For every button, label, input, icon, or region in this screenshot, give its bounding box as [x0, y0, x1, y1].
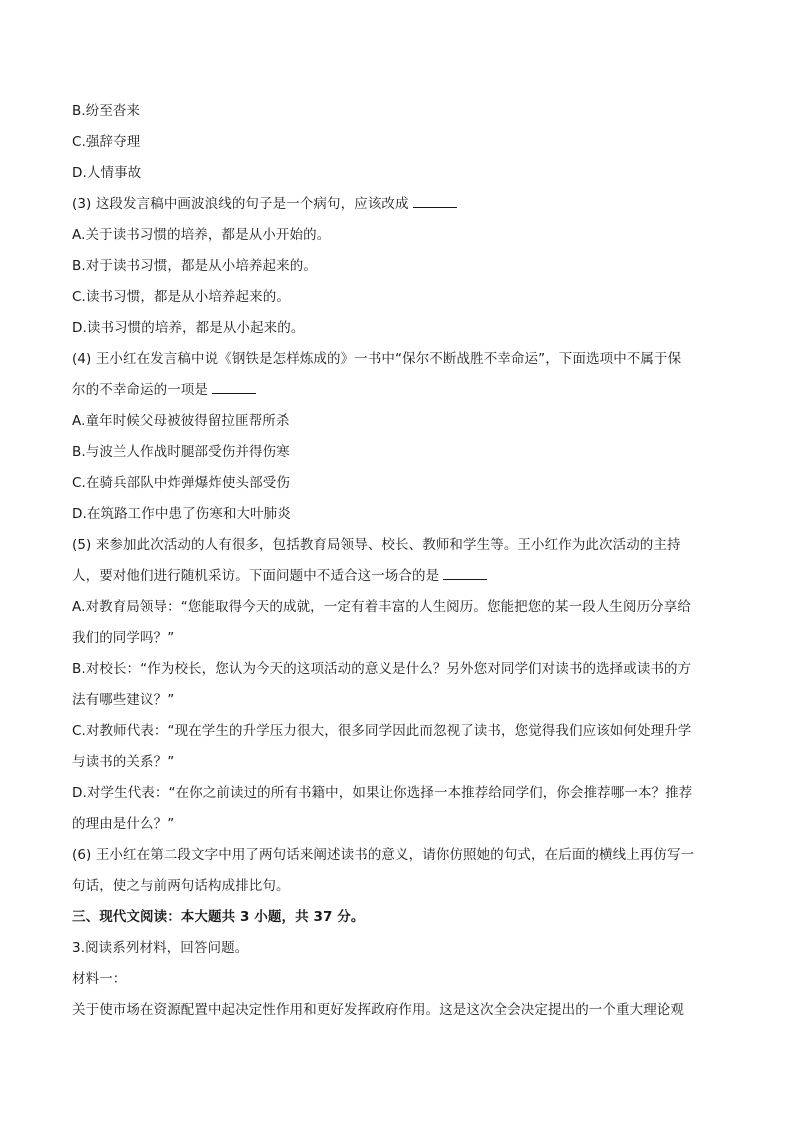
line-text: 关于使市场在资源配置中起决定性作用和更好发挥政府作用。这是这次全会决定提出的一个重大理论观 [72, 1002, 684, 1018]
line-text: C.强辞夺理 [72, 134, 141, 150]
line-text: 句话，使之与前两句话构成排比句。 [72, 878, 290, 894]
text-line [72, 530, 722, 561]
line-text: D.读书习惯的培养，都是从小起来的。 [72, 320, 305, 336]
line-text: A.关于读书习惯的培养，都是从小开始的。 [72, 227, 331, 243]
text-line [72, 840, 722, 871]
line-text: B.与波兰人作战时腿部受伤并得伤寒 [72, 444, 290, 460]
line-text: D.在筑路工作中患了伤寒和大叶肺炎 [72, 506, 291, 522]
text-line [72, 468, 722, 499]
line-text: B.对于读书习惯，都是从小培养起来的。 [72, 258, 317, 274]
line-text: B.纷至沓来 [72, 103, 141, 119]
text-line [72, 499, 722, 530]
line-text: D.对学生代表：“在你之前读过的所有书籍中，如果让你选择一本推荐给同学们，你会推荐哪一本？推荐 [72, 785, 693, 801]
line-text: 3.阅读系列材料，回答问题。 [72, 940, 249, 956]
line-text: C.在骑兵部队中炸弹爆炸使头部受伤 [72, 475, 290, 491]
text-line [72, 933, 722, 964]
line-text: (6) 王小红在第二段文字中用了两句话来阐述读书的意义，请你仿照她的句式，在后面的横线上再仿写一 [72, 847, 695, 863]
text-line [72, 654, 722, 685]
line-text: (3) 这段发言稿中画波浪线的句子是一个病句，应该改成 [72, 196, 409, 212]
text-line [72, 158, 722, 189]
text-line [72, 96, 722, 127]
line-text: (4) 王小红在发言稿中说《钢铁是怎样炼成的》一书中“保尔不断战胜不幸命运”，下面选项中不属于保 [72, 351, 682, 367]
line-text: 人，要对他们进行随机采访。下面问题中不适合这一场合的是 [72, 568, 440, 584]
line-text: 尔的不幸命运的一项是 [72, 382, 208, 398]
answer-blank [212, 381, 256, 394]
text-line [72, 251, 722, 282]
line-text: B.对校长：“作为校长，您认为今天的这项活动的意义是什么？另外您对同学们对读书的选择或读书的方 [72, 661, 692, 677]
line-text: D.人情事故 [72, 165, 142, 181]
text-line [72, 437, 722, 468]
answer-blank [413, 195, 457, 208]
text-line [72, 375, 722, 406]
line-text: 与读书的关系？” [72, 754, 175, 770]
line-text: 法有哪些建议？” [72, 692, 175, 708]
document-page [72, 96, 722, 1026]
line-text: A.对教育局领导：“您能取得今天的成就，一定有着丰富的人生阅历。您能把您的某一段人生阅历分享给 [72, 599, 691, 615]
text-line [72, 685, 722, 716]
section-heading [72, 902, 722, 933]
text-line [72, 623, 722, 654]
line-text: 三、现代文阅读：本大题共 3 小题，共 37 分。 [72, 909, 365, 925]
text-line [72, 561, 722, 592]
text-line [72, 220, 722, 251]
text-line [72, 592, 722, 623]
text-line [72, 809, 722, 840]
line-text: 材料一： [72, 971, 127, 987]
text-line [72, 313, 722, 344]
text-line [72, 747, 722, 778]
line-text: C.读书习惯，都是从小培养起来的。 [72, 289, 290, 305]
answer-blank [443, 567, 487, 580]
line-text: 的理由是什么？” [72, 816, 175, 832]
text-line [72, 344, 722, 375]
text-line [72, 282, 722, 313]
text-line [72, 995, 722, 1026]
text-line [72, 127, 722, 158]
text-line [72, 189, 722, 220]
text-line [72, 716, 722, 747]
text-line [72, 778, 722, 809]
text-line [72, 406, 722, 437]
line-text: (5) 来参加此次活动的人有很多，包括教育局领导、校长、教师和学生等。王小红作为此次活动的主持 [72, 537, 681, 553]
text-line [72, 964, 722, 995]
text-line [72, 871, 722, 902]
line-text: C.对教师代表：“现在学生的升学压力很大，很多同学因此而忽视了读书，您觉得我们应该如何处理升学 [72, 723, 692, 739]
line-text: 我们的同学吗？” [72, 630, 175, 646]
line-text: A.童年时候父母被彼得留拉匪帮所杀 [72, 413, 290, 429]
